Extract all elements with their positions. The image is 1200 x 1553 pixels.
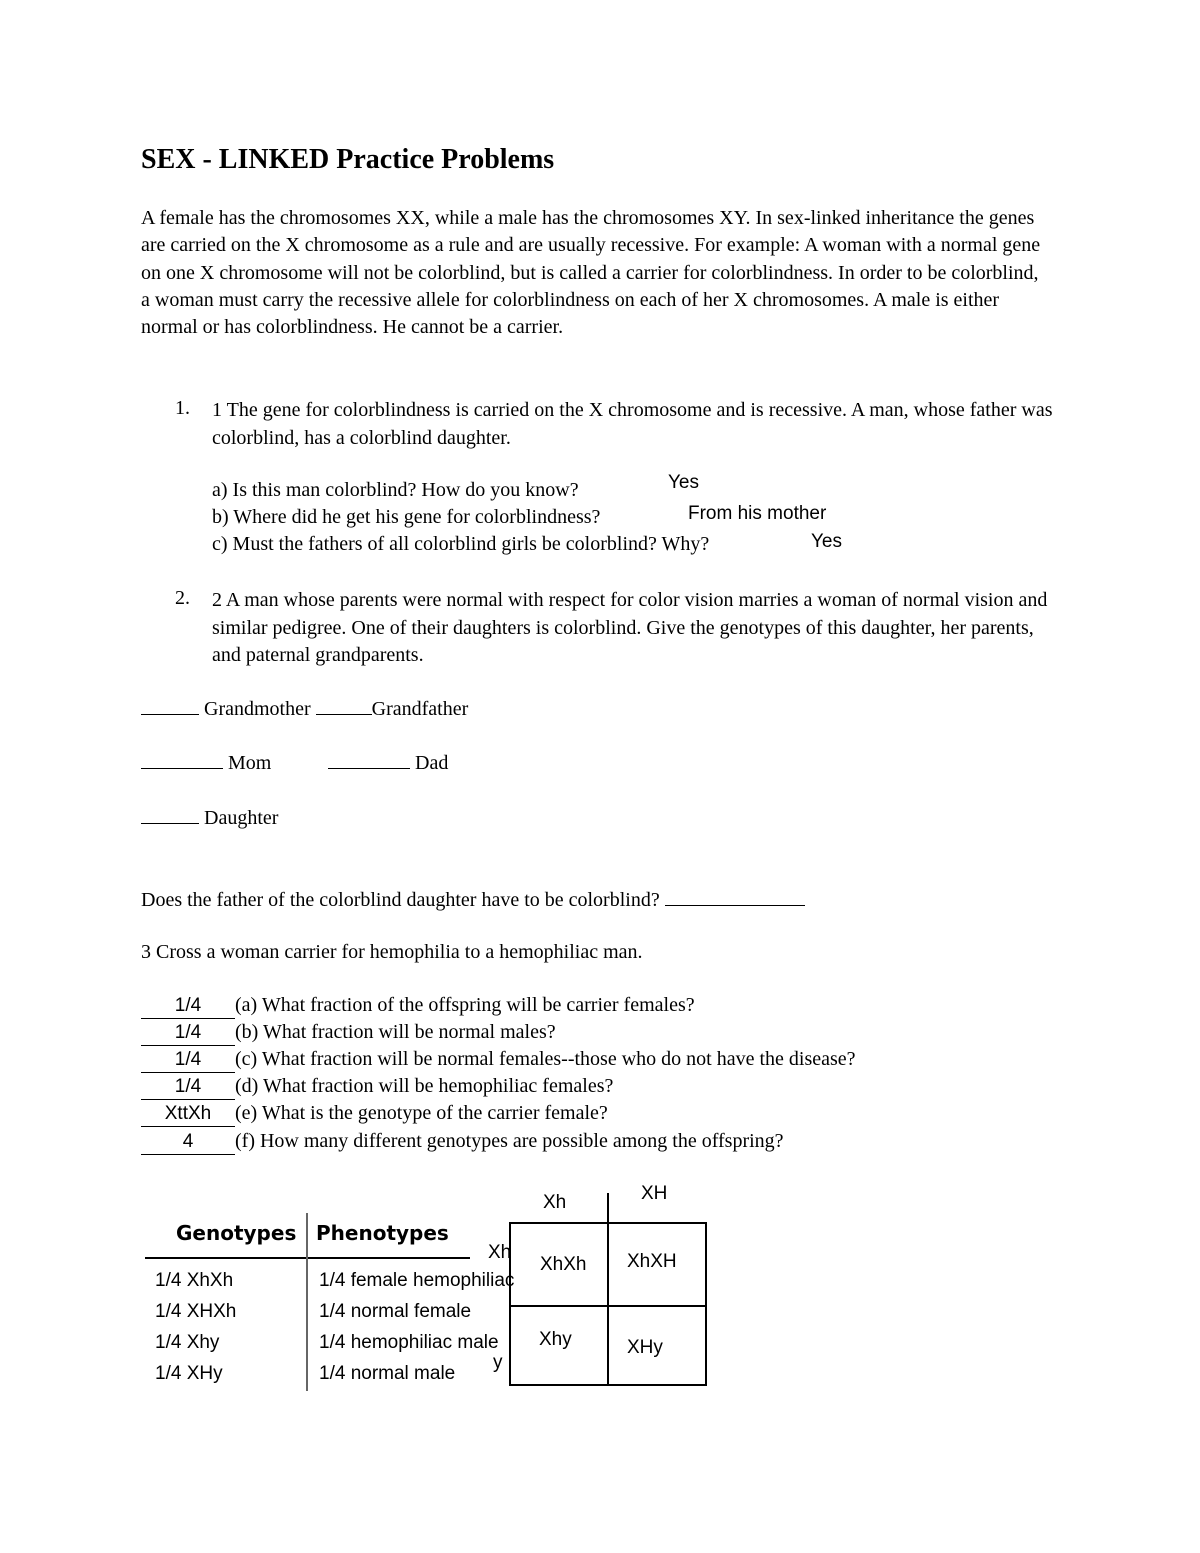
phenotype-row-3: 1/4 hemophiliac male bbox=[319, 1332, 499, 1353]
punnett-row-header-1: Xh bbox=[488, 1242, 512, 1263]
q3-b-answer[interactable]: 1/4 bbox=[141, 1023, 235, 1046]
grandfather-blank[interactable] bbox=[316, 696, 372, 715]
q3-item-c bbox=[141, 1048, 856, 1073]
genotype-row-1: 1/4 XhXh bbox=[155, 1270, 234, 1291]
punnett-cell-1-2: XhXH bbox=[627, 1251, 677, 1272]
mom-blank[interactable] bbox=[141, 750, 223, 769]
q3-e-question: (e) What is the genotype of the carrier female? bbox=[235, 1102, 608, 1124]
daughter-line bbox=[141, 805, 278, 830]
q1-b-answer: From his mother bbox=[688, 503, 827, 524]
dad-line bbox=[328, 750, 448, 775]
grandmother-blank[interactable] bbox=[141, 696, 199, 715]
genotype-row-2: 1/4 XHXh bbox=[155, 1301, 237, 1322]
punnett-square bbox=[509, 1222, 707, 1386]
q3-c-answer[interactable]: 1/4 bbox=[141, 1050, 235, 1073]
father-answer-blank[interactable] bbox=[665, 887, 805, 906]
genotype-row-3: 1/4 Xhy bbox=[155, 1332, 220, 1353]
q3-item-e bbox=[141, 1102, 608, 1127]
q3-f-answer[interactable]: 4 bbox=[141, 1132, 235, 1155]
punnett-row-header-2: y bbox=[493, 1352, 503, 1373]
q2-text: 2 A man whose parents were normal with respect for color vision marries a woman of normal vision and similar pedigree. One of their daughters is colorblind. Give the genotypes of this daughter, her parents, and paternal grandparents. bbox=[212, 589, 1048, 666]
punnett-cell-2-1: Xhy bbox=[539, 1329, 572, 1350]
q3-a-answer[interactable]: 1/4 bbox=[141, 996, 235, 1019]
grandmother-label: Grandmother bbox=[204, 698, 311, 720]
intro-paragraph: A female has the chromosomes XX, while a male has the chromosomes XY. In sex-linked inheritance the genes are carried on the X chromosome as a rule and are usually recessive. For example: A woman with a normal gene on one X chromosome will not be colorblind, but is called a carrier for colorblindness. In order to be colorblind, a woman must carry the recessive allele for colorblindness on each of her X chromosomes. A male is either normal or has colorblindness. He cannot be a carrier. bbox=[141, 207, 1041, 339]
dad-blank[interactable] bbox=[328, 750, 410, 769]
punnett-col-header-1: Xh bbox=[543, 1192, 567, 1213]
parents-line bbox=[141, 750, 271, 775]
page-title: SEX - LINKED Practice Problems bbox=[141, 144, 555, 175]
q1-text: 1 The gene for colorblindness is carried on the X chromosome and is recessive. A man, whose father was colorblind, has a colorblind daughter. bbox=[212, 399, 1053, 449]
father-question-line bbox=[141, 887, 805, 912]
q3-item-d bbox=[141, 1075, 613, 1100]
q3-text: 3 Cross a woman carrier for hemophilia to a hemophiliac man. bbox=[141, 941, 643, 963]
grandfather-label: Grandfather bbox=[371, 698, 469, 720]
q1-c-question: c) Must the fathers of all colorblind girls be colorblind? Why? bbox=[212, 533, 710, 555]
daughter-label: Daughter bbox=[204, 807, 279, 829]
punnett-col-header-2: XH bbox=[641, 1183, 668, 1204]
q3-c-question: (c) What fraction will be normal females--those who do not have the disease? bbox=[235, 1048, 856, 1070]
punnett-cell-1-1: XhXh bbox=[540, 1254, 587, 1275]
q2-number: 2. bbox=[175, 587, 190, 609]
phenotype-row-1: 1/4 female hemophiliac bbox=[319, 1270, 515, 1291]
father-question: Does the father of the colorblind daughter have to be colorblind? bbox=[141, 889, 660, 911]
q1-c-answer: Yes bbox=[811, 531, 842, 552]
q1-a-answer: Yes bbox=[668, 472, 699, 493]
mom-label: Mom bbox=[228, 752, 272, 774]
phenotype-row-4: 1/4 normal male bbox=[319, 1363, 456, 1384]
q1-b-question: b) Where did he get his gene for colorblindness? bbox=[212, 506, 601, 528]
q3-b-question: (b) What fraction will be normal males? bbox=[235, 1021, 556, 1043]
daughter-blank[interactable] bbox=[141, 805, 199, 824]
table-column-divider bbox=[306, 1213, 308, 1391]
dad-label: Dad bbox=[415, 752, 449, 774]
q1-a-question: a) Is this man colorblind? How do you know? bbox=[212, 479, 579, 501]
q3-d-question: (d) What fraction will be hemophiliac females? bbox=[235, 1075, 614, 1097]
q3-d-answer[interactable]: 1/4 bbox=[141, 1077, 235, 1100]
genotype-row-4: 1/4 XHy bbox=[155, 1363, 223, 1384]
phenotype-row-2: 1/4 normal female bbox=[319, 1301, 472, 1322]
grandparents-line bbox=[141, 696, 468, 721]
q3-f-question: (f) How many different genotypes are possible among the offspring? bbox=[235, 1130, 784, 1152]
punnett-horizontal-divider bbox=[509, 1305, 707, 1307]
q3-a-question: (a) What fraction of the offspring will be carrier females? bbox=[235, 994, 695, 1016]
q1-number: 1. bbox=[175, 397, 190, 419]
q3-item-a bbox=[141, 994, 695, 1019]
punnett-cell-2-2: XHy bbox=[627, 1337, 663, 1358]
q3-item-f bbox=[141, 1130, 784, 1155]
q3-e-answer[interactable]: XttXh bbox=[141, 1104, 235, 1127]
genotypes-header: Genotypes bbox=[176, 1221, 297, 1245]
phenotypes-header: Phenotypes bbox=[316, 1221, 449, 1245]
q3-item-b bbox=[141, 1021, 556, 1046]
